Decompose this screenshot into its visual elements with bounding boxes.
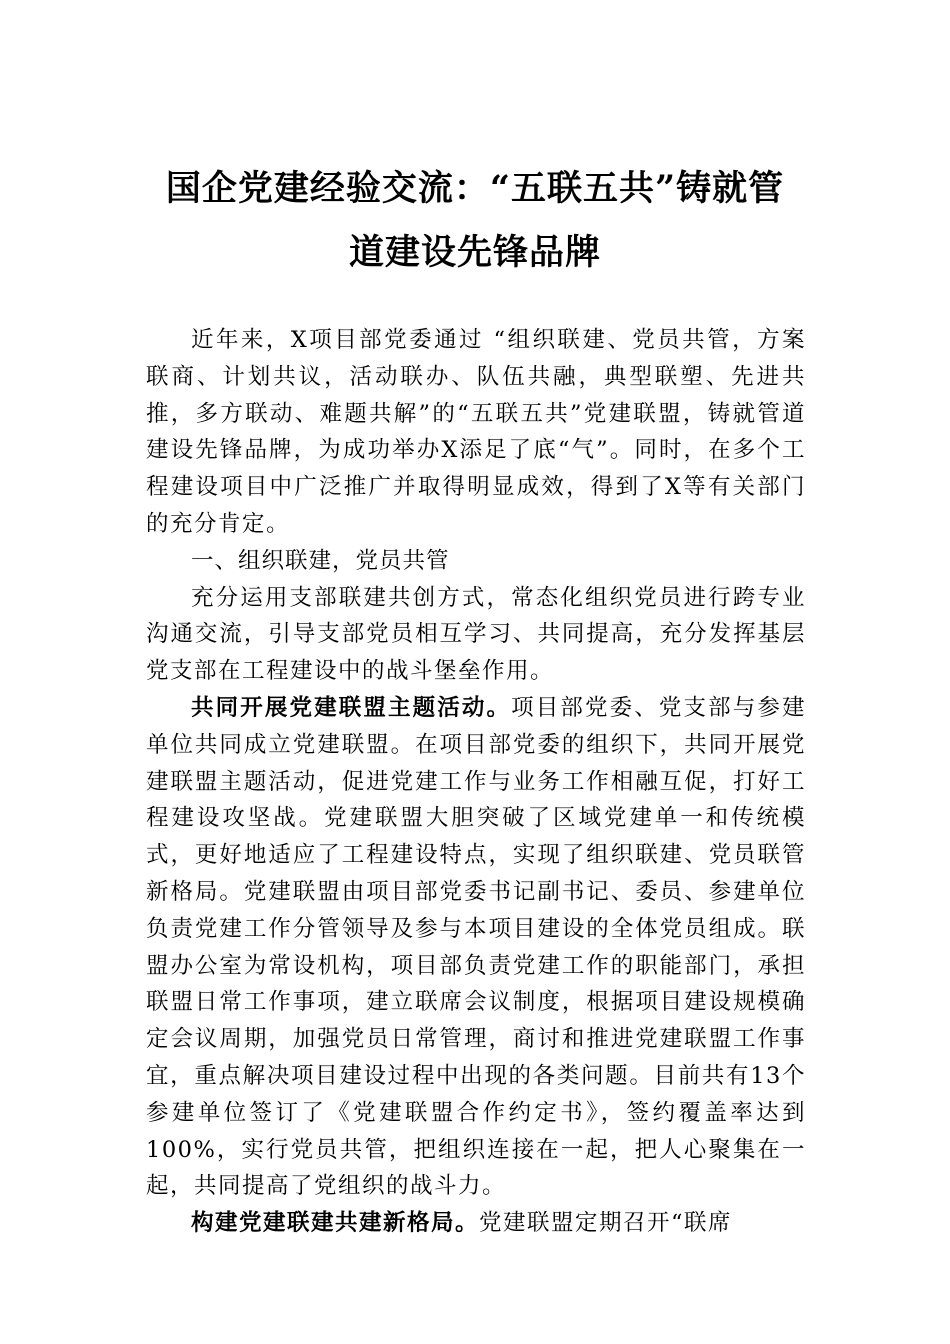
document-body (146, 322, 806, 1242)
paragraph-text: 党建联盟定期召开“联席 (479, 1210, 733, 1237)
paragraph-lead: 共同开展党建联盟主题活动。 (191, 694, 512, 721)
title-line-1: 国企党建经验交流：“五联五共”铸就管 (165, 168, 785, 209)
paragraph-intro: 近年来，X项目部党委通过 “组织联建、党员共管，方案联商、计划共议，活动联办、队伍共融，典型联塑、先进共推，多方联动、难题共解”的“五联五共”党建联盟，铸就管道建设先锋品牌，为成功举办X添足了底“气”。同时，在多个工程建设项目中广泛推广并取得明显成效，得到了X等有关部门的充分肯定。 (146, 327, 806, 537)
paragraph-lead: 构建党建联建共建新格局。 (191, 1210, 480, 1237)
section-heading-1: 一、组织联建，党员共管 (191, 547, 450, 574)
paragraph-new-pattern (146, 1205, 806, 1242)
paragraph-section-1: 充分运用支部联建共创方式，常态化组织党员进行跨专业沟通交流，引导支部党员相互学习、共同提高，充分发挥基层党支部在工程建设中的战斗堡垒作用。 (146, 584, 806, 685)
paragraph-text: 项目部党委、党支部与参建单位共同成立党建联盟。在项目部党委的组织下，共同开展党建联盟主题活动，促进党建工作与业务工作相融互促，打好工程建设攻坚战。党建联盟大胆突破了区域党建单一和传统模式，更好地适应了工程建设特点，实现了组织联建、党员联管新格局。党建联盟由项目部党委书记副书记、委员、参建单位负责党建工作分管领导及参与本项目建设的全体党员组成。联盟办公室为常设机构，项目部负责党建工作的职能部门，承担联盟日常工作事项，建立联席会议制度，根据项目建设规模确定会议周期，加强党员日常管理，商讨和推进党建联盟工作事宜，重点解决项目建设过程中出现的各类问题。目前共有13个参建单位签订了《党建联盟合作约定书》，签约覆盖率达到100%，实行党员共管，把组织连接在一起，把人心聚集在一起，共同提高了党组织的战斗力。 (146, 694, 806, 1200)
paragraph-alliance-activities (146, 690, 806, 1205)
title-line-2: 道建设先锋品牌 (348, 232, 601, 273)
